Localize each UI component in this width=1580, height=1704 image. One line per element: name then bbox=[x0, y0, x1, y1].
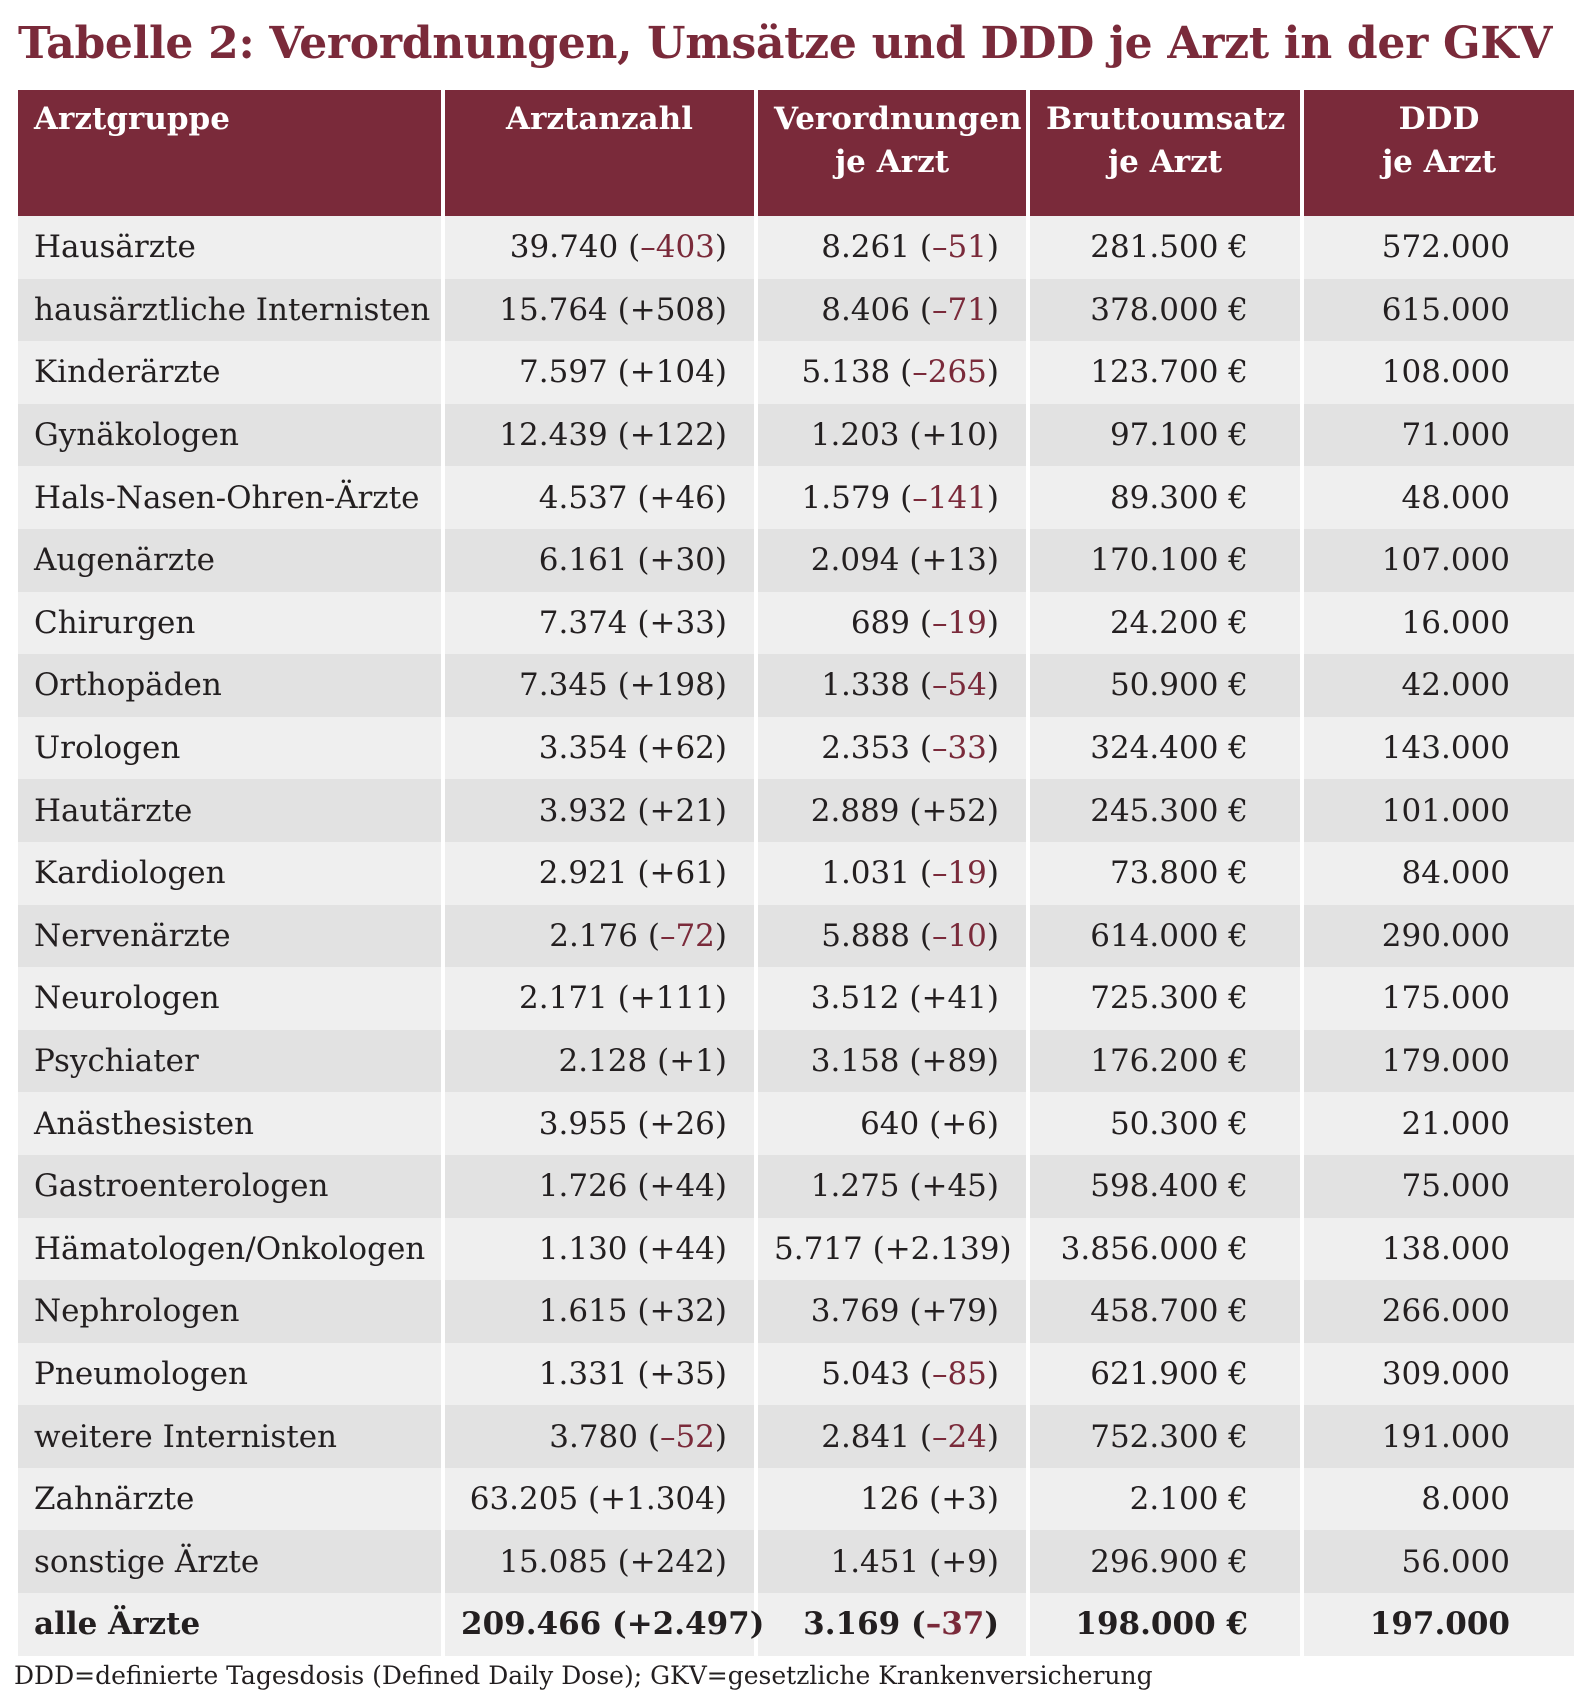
table-row bbox=[18, 341, 1574, 404]
ddd-cell: 138.000 bbox=[1304, 1218, 1574, 1281]
arztanzahl-value: 7.374 bbox=[538, 604, 628, 641]
arztanzahl-change: +111 bbox=[629, 980, 715, 1017]
verordnungen-value: 1.203 bbox=[810, 417, 900, 454]
table-row bbox=[18, 1405, 1574, 1468]
arztanzahl-value: 15.764 bbox=[499, 291, 608, 328]
verordnungen-change: +3 bbox=[941, 1481, 987, 1518]
footnote: DDD=definierte Tagesdosis (Defined Daily Dose); GKV=gesetzliche Krankenversicherung bbox=[14, 1661, 1153, 1690]
verordnungen-cell: 2.889 (+52) bbox=[758, 779, 1026, 842]
arztgruppe-cell: Nephrologen bbox=[18, 1280, 441, 1343]
verordnungen-value: 5.138 bbox=[801, 354, 891, 391]
verordnungen-change: –141 bbox=[912, 479, 987, 516]
verordnungen-cell: 1.203 (+10) bbox=[758, 404, 1026, 467]
verordnungen-value: 640 bbox=[860, 1105, 920, 1142]
arztgruppe-cell: Hals-Nasen-Ohren-Ärzte bbox=[18, 466, 441, 529]
arztgruppe-cell: Hausärzte bbox=[18, 216, 441, 279]
ddd-cell: 75.000 bbox=[1304, 1155, 1574, 1218]
verordnungen-value: 5.717 bbox=[774, 1230, 863, 1267]
table-row bbox=[18, 1218, 1574, 1281]
table-row bbox=[18, 592, 1574, 655]
verordnungen-change: –54 bbox=[931, 667, 987, 704]
arztanzahl-cell: 3.932 (+21) bbox=[445, 779, 754, 842]
column-header bbox=[18, 90, 441, 216]
column-header-line: Bruttoumsatz bbox=[1046, 101, 1286, 137]
arztgruppe-cell: Gastroenterologen bbox=[18, 1155, 441, 1218]
ddd-cell: 101.000 bbox=[1304, 779, 1574, 842]
arztgruppe-cell: Orthopäden bbox=[18, 654, 441, 717]
verordnungen-change: +13 bbox=[921, 542, 987, 579]
verordnungen-cell: 2.841 (–24) bbox=[758, 1405, 1026, 1468]
arztgruppe-cell: Hautärzte bbox=[18, 779, 441, 842]
bruttoumsatz-cell: 3.856.000 € bbox=[1030, 1218, 1300, 1281]
arztanzahl-value: 63.205 bbox=[469, 1481, 579, 1518]
column-header-line: Verordnungen bbox=[774, 101, 1022, 137]
verordnungen-cell: 689 (–19) bbox=[758, 592, 1026, 655]
arztanzahl-value: 2.171 bbox=[519, 980, 608, 1017]
arztanzahl-change: +35 bbox=[649, 1355, 715, 1392]
verordnungen-value: 2.889 bbox=[810, 792, 900, 829]
arztanzahl-change: +508 bbox=[629, 291, 715, 328]
verordnungen-cell: 8.261 (–51) bbox=[758, 216, 1026, 279]
bruttoumsatz-cell: 245.300 € bbox=[1030, 779, 1300, 842]
verordnungen-value: 1.338 bbox=[821, 667, 910, 704]
verordnungen-cell: 1.338 (–54) bbox=[758, 654, 1026, 717]
arztanzahl-cell: 209.466 (+2.497) bbox=[445, 1593, 754, 1656]
ddd-cell: 16.000 bbox=[1304, 592, 1574, 655]
arztgruppe-cell: Gynäkologen bbox=[18, 404, 441, 467]
verordnungen-cell: 3.769 (+79) bbox=[758, 1280, 1026, 1343]
arztanzahl-value: 209.466 bbox=[461, 1606, 602, 1643]
column-header bbox=[1030, 90, 1300, 216]
arztgruppe-cell: Pneumologen bbox=[18, 1343, 441, 1406]
ddd-cell: 179.000 bbox=[1304, 1030, 1574, 1093]
verordnungen-cell: 2.094 (+13) bbox=[758, 529, 1026, 592]
verordnungen-value: 3.169 bbox=[803, 1606, 901, 1643]
verordnungen-value: 5.043 bbox=[821, 1355, 910, 1392]
arztanzahl-cell: 1.726 (+44) bbox=[445, 1155, 754, 1218]
column-header-line: je Arzt bbox=[1381, 144, 1497, 180]
bruttoumsatz-cell: 97.100 € bbox=[1030, 404, 1300, 467]
table-row bbox=[18, 717, 1574, 780]
verordnungen-value: 2.353 bbox=[821, 730, 910, 767]
verordnungen-value: 5.888 bbox=[821, 917, 910, 954]
verordnungen-value: 126 bbox=[860, 1481, 920, 1518]
verordnungen-value: 3.158 bbox=[810, 1043, 900, 1080]
arztanzahl-cell: 2.128 (+1) bbox=[445, 1030, 754, 1093]
column-header-line: je Arzt bbox=[1107, 144, 1223, 180]
arztanzahl-change: +33 bbox=[649, 604, 715, 641]
arztanzahl-cell: 7.374 (+33) bbox=[445, 592, 754, 655]
verordnungen-cell: 1.031 (–19) bbox=[758, 842, 1026, 905]
verordnungen-change: –51 bbox=[931, 229, 987, 266]
bruttoumsatz-cell: 378.000 € bbox=[1030, 279, 1300, 342]
table-body bbox=[18, 216, 1574, 1656]
arztgruppe-cell: Hämatologen/Onkologen bbox=[18, 1218, 441, 1281]
arztanzahl-value: 12.439 bbox=[499, 417, 608, 454]
arztanzahl-change: +46 bbox=[649, 479, 715, 516]
arztgruppe-cell: hausärztliche Internisten bbox=[18, 279, 441, 342]
verordnungen-change: –33 bbox=[931, 730, 987, 767]
verordnungen-cell: 2.353 (–33) bbox=[758, 717, 1026, 780]
verordnungen-change: +89 bbox=[921, 1043, 987, 1080]
arztgruppe-cell: Augenärzte bbox=[18, 529, 441, 592]
ddd-cell: 572.000 bbox=[1304, 216, 1574, 279]
arztgruppe-cell: Kinderärzte bbox=[18, 341, 441, 404]
verordnungen-change: +79 bbox=[921, 1293, 987, 1330]
verordnungen-value: 1.031 bbox=[821, 855, 910, 892]
arztanzahl-value: 1.615 bbox=[538, 1293, 628, 1330]
total-row bbox=[18, 1593, 1574, 1656]
verordnungen-cell: 126 (+3) bbox=[758, 1468, 1026, 1531]
verordnungen-cell: 1.579 (–141) bbox=[758, 466, 1026, 529]
ddd-cell: 84.000 bbox=[1304, 842, 1574, 905]
bruttoumsatz-cell: 50.300 € bbox=[1030, 1092, 1300, 1155]
column-header-line: DDD bbox=[1398, 101, 1480, 137]
bruttoumsatz-cell: 24.200 € bbox=[1030, 592, 1300, 655]
arztanzahl-value: 3.354 bbox=[538, 730, 628, 767]
arztanzahl-change: –72 bbox=[659, 917, 715, 954]
arztanzahl-change: +122 bbox=[629, 417, 715, 454]
bruttoumsatz-cell: 198.000 € bbox=[1030, 1593, 1300, 1656]
verordnungen-change: +6 bbox=[941, 1105, 987, 1142]
ddd-cell: 191.000 bbox=[1304, 1405, 1574, 1468]
arztanzahl-cell: 15.764 (+508) bbox=[445, 279, 754, 342]
verordnungen-change: –24 bbox=[931, 1418, 987, 1455]
arztgruppe-cell: Zahnärzte bbox=[18, 1468, 441, 1531]
column-header-line: Arztanzahl bbox=[506, 101, 693, 137]
arztgruppe-cell: Urologen bbox=[18, 717, 441, 780]
arztgruppe-cell: weitere Internisten bbox=[18, 1405, 441, 1468]
arztanzahl-change: +62 bbox=[649, 730, 715, 767]
bruttoumsatz-cell: 614.000 € bbox=[1030, 905, 1300, 968]
arztanzahl-change: +2.497 bbox=[626, 1606, 750, 1643]
arztanzahl-change: +30 bbox=[649, 542, 715, 579]
verordnungen-value: 689 bbox=[850, 604, 910, 641]
column-header-line: Arztgruppe bbox=[34, 101, 230, 137]
arztanzahl-value: 2.128 bbox=[558, 1043, 648, 1080]
bruttoumsatz-cell: 2.100 € bbox=[1030, 1468, 1300, 1531]
ddd-cell: 290.000 bbox=[1304, 905, 1574, 968]
arztanzahl-value: 4.537 bbox=[538, 479, 628, 516]
ddd-cell: 48.000 bbox=[1304, 466, 1574, 529]
header-row bbox=[18, 90, 1574, 216]
table-row bbox=[18, 1092, 1574, 1155]
arztgruppe-cell: alle Ärzte bbox=[18, 1593, 441, 1656]
arztanzahl-cell: 15.085 (+242) bbox=[445, 1530, 754, 1593]
arztanzahl-change: +1 bbox=[669, 1043, 715, 1080]
arztgruppe-cell: Psychiater bbox=[18, 1030, 441, 1093]
verordnungen-change: –10 bbox=[931, 917, 987, 954]
ddd-cell: 197.000 bbox=[1304, 1593, 1574, 1656]
arztgruppe-cell: Neurologen bbox=[18, 967, 441, 1030]
ddd-cell: 56.000 bbox=[1304, 1530, 1574, 1593]
arztanzahl-change: –403 bbox=[640, 229, 715, 266]
table-row bbox=[18, 1468, 1574, 1531]
table-row bbox=[18, 1530, 1574, 1593]
arztanzahl-change: +242 bbox=[629, 1543, 715, 1580]
ddd-cell: 71.000 bbox=[1304, 404, 1574, 467]
table-header bbox=[18, 90, 1574, 216]
verordnungen-change: +9 bbox=[941, 1543, 987, 1580]
column-header bbox=[445, 90, 754, 216]
arztanzahl-cell: 39.740 (–403) bbox=[445, 216, 754, 279]
ddd-cell: 175.000 bbox=[1304, 967, 1574, 1030]
table-row bbox=[18, 1030, 1574, 1093]
table-row bbox=[18, 279, 1574, 342]
verordnungen-value: 8.261 bbox=[821, 229, 910, 266]
arztanzahl-value: 3.932 bbox=[538, 792, 628, 829]
arztanzahl-value: 39.740 bbox=[509, 229, 619, 266]
arztanzahl-cell: 12.439 (+122) bbox=[445, 404, 754, 467]
verordnungen-cell: 1.451 (+9) bbox=[758, 1530, 1026, 1593]
verordnungen-value: 1.451 bbox=[830, 1543, 920, 1580]
arztanzahl-cell: 7.597 (+104) bbox=[445, 341, 754, 404]
arztanzahl-value: 6.161 bbox=[538, 542, 628, 579]
verordnungen-change: +10 bbox=[921, 417, 987, 454]
arztanzahl-change: +1.304 bbox=[600, 1481, 715, 1518]
arztanzahl-change: +44 bbox=[649, 1168, 715, 1205]
ddd-cell: 21.000 bbox=[1304, 1092, 1574, 1155]
arztgruppe-cell: Kardiologen bbox=[18, 842, 441, 905]
verordnungen-value: 8.406 bbox=[821, 291, 910, 328]
bruttoumsatz-cell: 89.300 € bbox=[1030, 466, 1300, 529]
verordnungen-cell: 1.275 (+45) bbox=[758, 1155, 1026, 1218]
bruttoumsatz-cell: 752.300 € bbox=[1030, 1405, 1300, 1468]
arztanzahl-cell: 3.955 (+26) bbox=[445, 1092, 754, 1155]
arztanzahl-cell: 6.161 (+30) bbox=[445, 529, 754, 592]
verordnungen-value: 2.094 bbox=[810, 542, 900, 579]
ddd-cell: 108.000 bbox=[1304, 341, 1574, 404]
arztgruppe-cell: Nervenärzte bbox=[18, 905, 441, 968]
table-row bbox=[18, 1343, 1574, 1406]
bruttoumsatz-cell: 281.500 € bbox=[1030, 216, 1300, 279]
ddd-cell: 107.000 bbox=[1304, 529, 1574, 592]
arztanzahl-cell: 63.205 (+1.304) bbox=[445, 1468, 754, 1531]
arztanzahl-change: +104 bbox=[629, 354, 715, 391]
verordnungen-cell: 8.406 (–71) bbox=[758, 279, 1026, 342]
ddd-cell: 8.000 bbox=[1304, 1468, 1574, 1531]
table-row bbox=[18, 905, 1574, 968]
arztanzahl-value: 3.780 bbox=[549, 1418, 638, 1455]
bruttoumsatz-cell: 170.100 € bbox=[1030, 529, 1300, 592]
verordnungen-value: 1.579 bbox=[801, 479, 891, 516]
arztanzahl-change: +44 bbox=[649, 1230, 715, 1267]
bruttoumsatz-cell: 123.700 € bbox=[1030, 341, 1300, 404]
verordnungen-cell: 3.158 (+89) bbox=[758, 1030, 1026, 1093]
arztanzahl-cell: 2.921 (+61) bbox=[445, 842, 754, 905]
verordnungen-cell: 5.717 (+2.139) bbox=[758, 1218, 1026, 1281]
arztanzahl-value: 2.176 bbox=[549, 917, 638, 954]
table-row bbox=[18, 1155, 1574, 1218]
arztanzahl-change: +32 bbox=[649, 1293, 715, 1330]
ddd-cell: 266.000 bbox=[1304, 1280, 1574, 1343]
bruttoumsatz-cell: 324.400 € bbox=[1030, 717, 1300, 780]
table-row bbox=[18, 404, 1574, 467]
verordnungen-change: –85 bbox=[931, 1355, 987, 1392]
verordnungen-change: +52 bbox=[921, 792, 987, 829]
ddd-cell: 309.000 bbox=[1304, 1343, 1574, 1406]
arztanzahl-value: 15.085 bbox=[499, 1543, 608, 1580]
ddd-cell: 42.000 bbox=[1304, 654, 1574, 717]
bruttoumsatz-cell: 621.900 € bbox=[1030, 1343, 1300, 1406]
arztanzahl-value: 1.726 bbox=[538, 1168, 628, 1205]
verordnungen-change: –19 bbox=[931, 855, 987, 892]
table-row bbox=[18, 529, 1574, 592]
verordnungen-value: 3.769 bbox=[810, 1293, 900, 1330]
verordnungen-change: –265 bbox=[912, 354, 987, 391]
arztanzahl-value: 2.921 bbox=[538, 855, 628, 892]
arztanzahl-cell: 1.130 (+44) bbox=[445, 1218, 754, 1281]
verordnungen-cell: 5.043 (–85) bbox=[758, 1343, 1026, 1406]
arztanzahl-value: 1.130 bbox=[538, 1230, 628, 1267]
arztanzahl-cell: 1.615 (+32) bbox=[445, 1280, 754, 1343]
table-row bbox=[18, 216, 1574, 279]
verordnungen-value: 1.275 bbox=[810, 1168, 900, 1205]
arztanzahl-change: +21 bbox=[649, 792, 715, 829]
arztanzahl-cell: 7.345 (+198) bbox=[445, 654, 754, 717]
verordnungen-change: +41 bbox=[921, 980, 987, 1017]
verordnungen-value: 3.512 bbox=[810, 980, 900, 1017]
bruttoumsatz-cell: 458.700 € bbox=[1030, 1280, 1300, 1343]
bruttoumsatz-cell: 598.400 € bbox=[1030, 1155, 1300, 1218]
bruttoumsatz-cell: 50.900 € bbox=[1030, 654, 1300, 717]
verordnungen-change: +2.139 bbox=[884, 1230, 1000, 1267]
table-row bbox=[18, 1280, 1574, 1343]
verordnungen-change: –19 bbox=[931, 604, 987, 641]
arztanzahl-cell: 2.176 (–72) bbox=[445, 905, 754, 968]
table-title: Tabelle 2: Verordnungen, Umsätze und DDD je Arzt in der GKV bbox=[18, 18, 1553, 69]
column-header bbox=[1304, 90, 1574, 216]
table-row bbox=[18, 779, 1574, 842]
verordnungen-cell: 640 (+6) bbox=[758, 1092, 1026, 1155]
bruttoumsatz-cell: 176.200 € bbox=[1030, 1030, 1300, 1093]
table-row bbox=[18, 466, 1574, 529]
bruttoumsatz-cell: 725.300 € bbox=[1030, 967, 1300, 1030]
arztanzahl-value: 1.331 bbox=[538, 1355, 628, 1392]
arztanzahl-cell: 4.537 (+46) bbox=[445, 466, 754, 529]
bruttoumsatz-cell: 73.800 € bbox=[1030, 842, 1300, 905]
ddd-cell: 615.000 bbox=[1304, 279, 1574, 342]
arztgruppe-cell: Chirurgen bbox=[18, 592, 441, 655]
verordnungen-cell: 3.169 (–37) bbox=[758, 1593, 1026, 1656]
table-row bbox=[18, 842, 1574, 905]
verordnungen-change: –71 bbox=[931, 291, 987, 328]
verordnungen-cell: 3.512 (+41) bbox=[758, 967, 1026, 1030]
arztanzahl-cell: 3.780 (–52) bbox=[445, 1405, 754, 1468]
arztanzahl-change: +26 bbox=[649, 1105, 715, 1142]
verordnungen-change: +45 bbox=[921, 1168, 987, 1205]
arztanzahl-value: 3.955 bbox=[538, 1105, 628, 1142]
table-row bbox=[18, 967, 1574, 1030]
bruttoumsatz-cell: 296.900 € bbox=[1030, 1530, 1300, 1593]
data-table bbox=[14, 90, 1578, 1656]
verordnungen-cell: 5.138 (–265) bbox=[758, 341, 1026, 404]
arztanzahl-change: +61 bbox=[649, 855, 715, 892]
arztgruppe-cell: sonstige Ärzte bbox=[18, 1530, 441, 1593]
arztanzahl-cell: 2.171 (+111) bbox=[445, 967, 754, 1030]
verordnungen-change: –37 bbox=[925, 1606, 985, 1643]
table-row bbox=[18, 654, 1574, 717]
column-header bbox=[758, 90, 1026, 216]
verordnungen-value: 2.841 bbox=[821, 1418, 910, 1455]
arztanzahl-cell: 1.331 (+35) bbox=[445, 1343, 754, 1406]
arztanzahl-value: 7.345 bbox=[519, 667, 608, 704]
ddd-cell: 143.000 bbox=[1304, 717, 1574, 780]
arztanzahl-value: 7.597 bbox=[519, 354, 608, 391]
arztgruppe-cell: Anästhesisten bbox=[18, 1092, 441, 1155]
arztanzahl-cell: 3.354 (+62) bbox=[445, 717, 754, 780]
arztanzahl-change: +198 bbox=[629, 667, 715, 704]
arztanzahl-change: –52 bbox=[659, 1418, 715, 1455]
verordnungen-cell: 5.888 (–10) bbox=[758, 905, 1026, 968]
column-header-line: je Arzt bbox=[834, 144, 950, 180]
